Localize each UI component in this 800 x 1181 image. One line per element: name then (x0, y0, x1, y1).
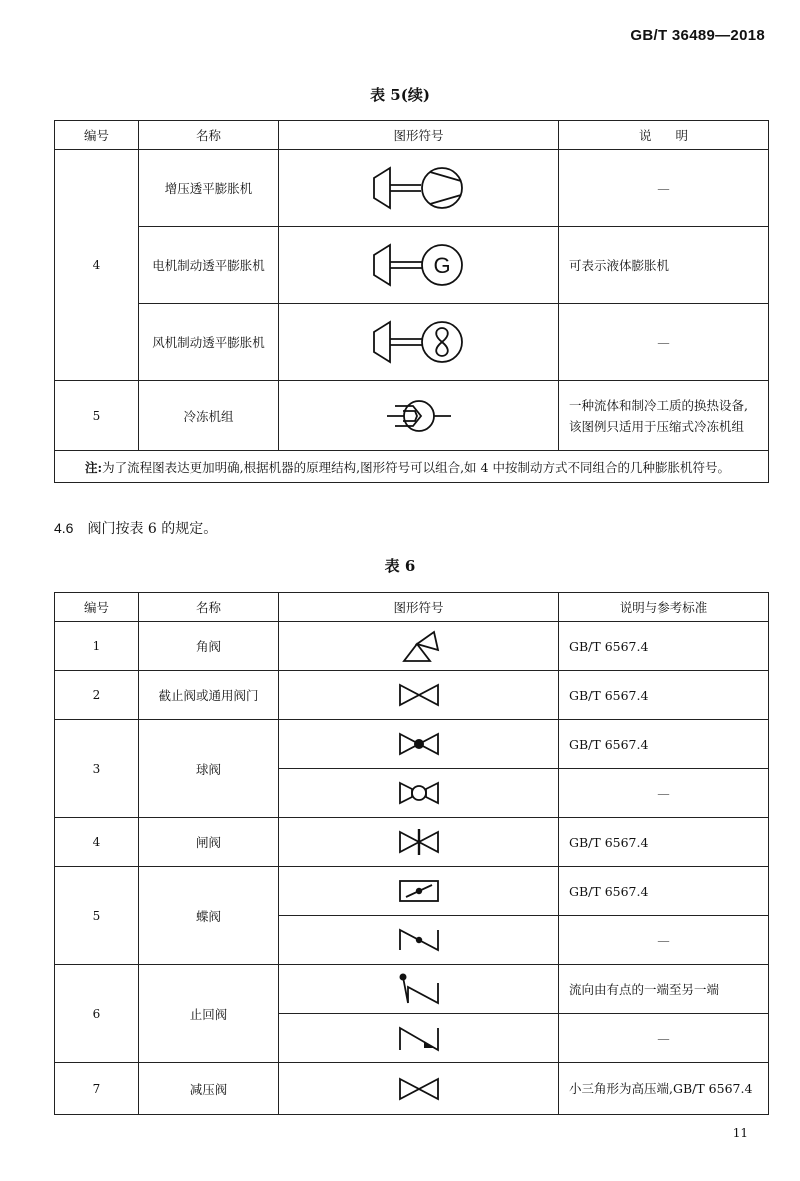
row-description: 可表示液体膨胀机 (559, 227, 769, 304)
note-label: 注: (85, 460, 103, 475)
row-number: 5 (55, 381, 139, 451)
row-name: 止回阀 (139, 965, 279, 1063)
globe-valve-symbol-icon (279, 671, 559, 720)
column-header: 名称 (139, 121, 279, 150)
row-description: GB/T 6567.4 (559, 720, 769, 769)
table-row (55, 720, 769, 769)
row-number: 2 (55, 671, 139, 720)
row-name: 蝶阀 (139, 867, 279, 965)
standard-number: GB/T 36489—2018 (630, 27, 765, 44)
row-name: 电机制动透平膨胀机 (139, 227, 279, 304)
table-row (55, 381, 769, 451)
row-description: GB/T 6567.4 (559, 818, 769, 867)
table-row (55, 867, 769, 916)
turbine-fan-symbol-icon (279, 304, 559, 381)
row-number: 4 (55, 818, 139, 867)
table-note-row (55, 451, 769, 483)
note-text: 为了流程图表达更加明确,根据机器的原理结构,图形符号可以组合,如 4 中按制动方式不同组合的几种膨胀机符号。 (102, 460, 730, 475)
table-row (55, 1063, 769, 1115)
svg-text:G: G (432, 253, 451, 278)
table-row (55, 671, 769, 720)
refrigeration-unit-symbol-icon (279, 381, 559, 451)
column-header: 编号 (55, 593, 139, 622)
ball-valve-alt-symbol-icon (279, 769, 559, 818)
column-header: 编号 (55, 121, 139, 150)
column-header: 名称 (139, 593, 279, 622)
row-number: 4 (55, 150, 139, 381)
section-text: 阀门按表 6 的规定。 (87, 521, 218, 537)
row-name: 风机制动透平膨胀机 (139, 304, 279, 381)
table-note (55, 451, 769, 483)
table5 (54, 120, 769, 483)
table-row (55, 622, 769, 671)
row-name: 截止阀或通用阀门 (139, 671, 279, 720)
row-description: 流向由有点的一端至另一端 (559, 965, 769, 1014)
row-number: 5 (55, 867, 139, 965)
row-description: — (559, 150, 769, 227)
row-number: 3 (55, 720, 139, 818)
gate-valve-symbol-icon (279, 818, 559, 867)
row-description: — (559, 916, 769, 965)
butterfly-valve-symbol-icon (279, 867, 559, 916)
row-name: 减压阀 (139, 1063, 279, 1115)
turbine-generator-symbol-icon (279, 227, 559, 304)
turbine-compressor-symbol-icon (279, 150, 559, 227)
table-row (55, 150, 769, 227)
row-number: 7 (55, 1063, 139, 1115)
row-description: — (559, 1014, 769, 1063)
column-header: 图形符号 (279, 593, 559, 622)
row-description: GB/T 6567.4 (559, 867, 769, 916)
column-header: 说明与参考标准 (559, 593, 769, 622)
butterfly-valve-alt-symbol-icon (279, 916, 559, 965)
row-name: 角阀 (139, 622, 279, 671)
table6-caption: 表 6 (384, 557, 416, 575)
table-row (55, 227, 769, 304)
row-description: 小三角形为高压端,GB/T 6567.4 (559, 1063, 769, 1115)
row-description: GB/T 6567.4 (559, 671, 769, 720)
row-name: 增压透平膨胀机 (139, 150, 279, 227)
check-valve-symbol-icon (279, 965, 559, 1014)
ball-valve-symbol-icon (279, 720, 559, 769)
table-header-row (55, 121, 769, 150)
row-name: 闸阀 (139, 818, 279, 867)
table-row (55, 965, 769, 1014)
pressure-reducing-valve-symbol-icon (279, 1063, 559, 1115)
page-number: 11 (732, 1126, 748, 1140)
column-header: 图形符号 (279, 121, 559, 150)
row-description: — (559, 769, 769, 818)
table6 (54, 592, 769, 1115)
check-valve-alt-symbol-icon (279, 1014, 559, 1063)
section-heading (54, 518, 217, 538)
table-row (55, 304, 769, 381)
table-row (55, 818, 769, 867)
row-description: 一种流体和制冷工质的换热设备,该图例只适用于压缩式冷冻机组 (559, 381, 769, 451)
row-number: 6 (55, 965, 139, 1063)
row-name: 球阀 (139, 720, 279, 818)
row-number: 1 (55, 622, 139, 671)
row-name: 冷冻机组 (139, 381, 279, 451)
column-header: 说 明 (559, 121, 769, 150)
row-description: GB/T 6567.4 (559, 622, 769, 671)
angle-valve-symbol-icon (279, 622, 559, 671)
section-number: 4.6 (54, 520, 74, 536)
row-description: — (559, 304, 769, 381)
table5-caption: 表 5(续) (370, 86, 430, 104)
table-header-row (55, 593, 769, 622)
